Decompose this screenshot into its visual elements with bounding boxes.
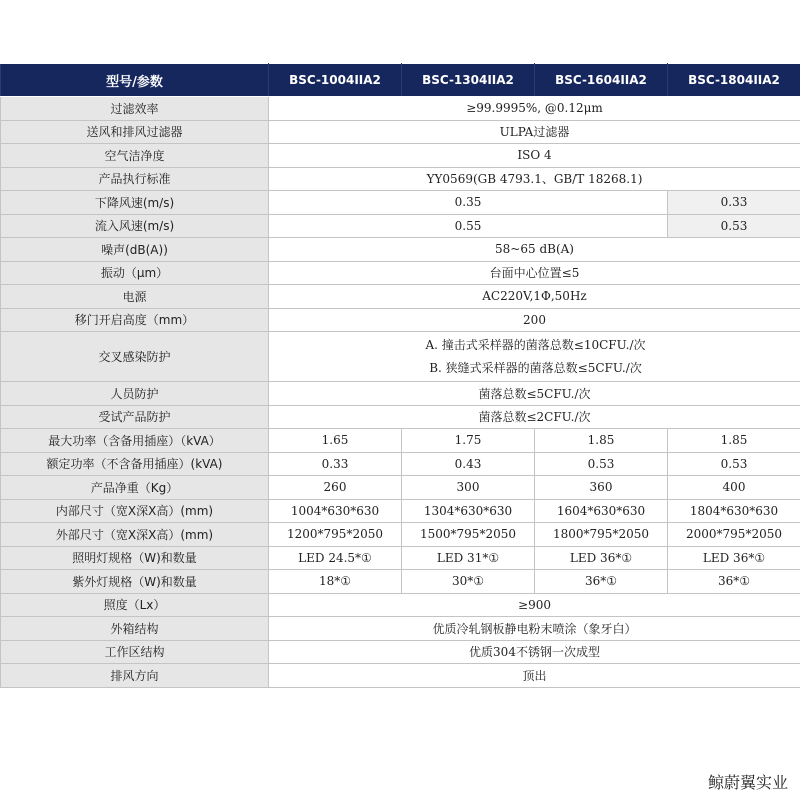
row-label: 振动（μm） — [1, 261, 269, 285]
row-label: 排风方向 — [1, 664, 269, 688]
table-row — [1, 332, 800, 382]
cross-infection-line-a: A. 撞击式采样器的菌落总数≤10CFU./次 — [425, 337, 646, 352]
table-row — [1, 261, 800, 285]
table-row — [1, 308, 800, 332]
table-row — [1, 167, 800, 191]
row-label: 最大功率（含备用插座）（kVA） — [1, 429, 269, 453]
row-value: LED 24.5*① — [269, 546, 402, 570]
table-row — [1, 664, 800, 688]
row-value: 0.53 — [668, 214, 800, 238]
row-label: 外箱结构 — [1, 617, 269, 641]
table-row — [1, 405, 800, 429]
row-label: 受试产品防护 — [1, 405, 269, 429]
row-value: 1800*795*2050 — [535, 523, 668, 547]
table-row — [1, 429, 800, 453]
table-row — [1, 191, 800, 215]
table-row — [1, 144, 800, 168]
row-label: 下降风速(m/s) — [1, 191, 269, 215]
row-label: 额定功率（不含备用插座）(kVA) — [1, 452, 269, 476]
row-value: 1.65 — [269, 429, 402, 453]
table-row — [1, 452, 800, 476]
row-label: 工作区结构 — [1, 640, 269, 664]
row-label: 照度（Lx） — [1, 593, 269, 617]
table-row — [1, 214, 800, 238]
row-value: 优质304不锈钢一次成型 — [269, 640, 800, 664]
table-row — [1, 523, 800, 547]
table-row — [1, 546, 800, 570]
row-value: ≥99.9995%, @0.12μm — [269, 97, 800, 121]
row-value: 1200*795*2050 — [269, 523, 402, 547]
row-label: 电源 — [1, 285, 269, 309]
row-label: 内部尺寸（宽X深X高）(mm) — [1, 499, 269, 523]
row-value — [269, 332, 800, 382]
table-row — [1, 476, 800, 500]
row-value: 300 — [402, 476, 535, 500]
row-value: 36*① — [535, 570, 668, 594]
header-model-2: BSC-1304IIA2 — [402, 64, 535, 97]
row-label: 产品净重（Kg） — [1, 476, 269, 500]
row-label: 外部尺寸（宽X深X高）(mm) — [1, 523, 269, 547]
row-label: 交叉感染防护 — [1, 332, 269, 382]
row-value: 0.55 — [269, 214, 668, 238]
brand-footer: 鲸蔚翼实业 — [707, 773, 788, 792]
row-label: 移门开启高度（mm） — [1, 308, 269, 332]
row-value: 18*① — [269, 570, 402, 594]
row-value: 0.35 — [269, 191, 668, 215]
row-value: LED 36*① — [668, 546, 800, 570]
row-value: 1500*795*2050 — [402, 523, 535, 547]
row-value: LED 31*① — [402, 546, 535, 570]
row-value: 0.33 — [269, 452, 402, 476]
header-model-4: BSC-1804IIA2 — [668, 64, 800, 97]
row-value: LED 36*① — [535, 546, 668, 570]
header-model-param: 型号/参数 — [1, 64, 269, 97]
row-value: 1304*630*630 — [402, 499, 535, 523]
table-row — [1, 97, 800, 121]
cross-infection-line-b: B. 狭缝式采样器的菌落总数≤5CFU./次 — [429, 360, 642, 375]
row-value: 1.75 — [402, 429, 535, 453]
table-row — [1, 499, 800, 523]
row-label: 产品执行标准 — [1, 167, 269, 191]
table-row — [1, 640, 800, 664]
row-label: 人员防护 — [1, 382, 269, 406]
row-label: 空气洁净度 — [1, 144, 269, 168]
row-value: ISO 4 — [269, 144, 800, 168]
table-row — [1, 285, 800, 309]
row-value: 1.85 — [535, 429, 668, 453]
row-value: YY0569(GB 4793.1、GB/T 18268.1) — [269, 167, 800, 191]
table-row — [1, 570, 800, 594]
row-value: 0.53 — [668, 452, 800, 476]
row-value: ≥900 — [269, 593, 800, 617]
row-value: 菌落总数≤5CFU./次 — [269, 382, 800, 406]
row-value: 0.43 — [402, 452, 535, 476]
row-label: 照明灯规格（W)和数量 — [1, 546, 269, 570]
row-value: 2000*795*2050 — [668, 523, 800, 547]
table-row — [1, 382, 800, 406]
row-value: 260 — [269, 476, 402, 500]
row-value: 台面中心位置≤5 — [269, 261, 800, 285]
table-row — [1, 593, 800, 617]
row-value: AC220V,1Φ,50Hz — [269, 285, 800, 309]
row-label: 噪声(dB(A)) — [1, 238, 269, 262]
table-row — [1, 238, 800, 262]
table-row — [1, 617, 800, 641]
row-value: 0.33 — [668, 191, 800, 215]
header-model-3: BSC-1604IIA2 — [535, 64, 668, 97]
row-value: 优质冷轧钢板静电粉末喷涂（象牙白） — [269, 617, 800, 641]
table-row — [1, 120, 800, 144]
row-value: ULPA过滤器 — [269, 120, 800, 144]
row-value: 1004*630*630 — [269, 499, 402, 523]
row-value: 1804*630*630 — [668, 499, 800, 523]
header-row — [1, 64, 800, 97]
row-label: 过滤效率 — [1, 97, 269, 121]
row-value: 菌落总数≤2CFU./次 — [269, 405, 800, 429]
row-value: 36*① — [668, 570, 800, 594]
row-value: 30*① — [402, 570, 535, 594]
row-value: 顶出 — [269, 664, 800, 688]
row-value: 400 — [668, 476, 800, 500]
row-value: 360 — [535, 476, 668, 500]
spec-table — [0, 63, 800, 688]
row-label: 送风和排风过滤器 — [1, 120, 269, 144]
row-value: 0.53 — [535, 452, 668, 476]
row-label: 流入风速(m/s) — [1, 214, 269, 238]
row-value: 1.85 — [668, 429, 800, 453]
row-value: 200 — [269, 308, 800, 332]
row-value: 58~65 dB(A) — [269, 238, 800, 262]
header-model-1: BSC-1004IIA2 — [269, 64, 402, 97]
row-value: 1604*630*630 — [535, 499, 668, 523]
row-label: 紫外灯规格（W)和数量 — [1, 570, 269, 594]
